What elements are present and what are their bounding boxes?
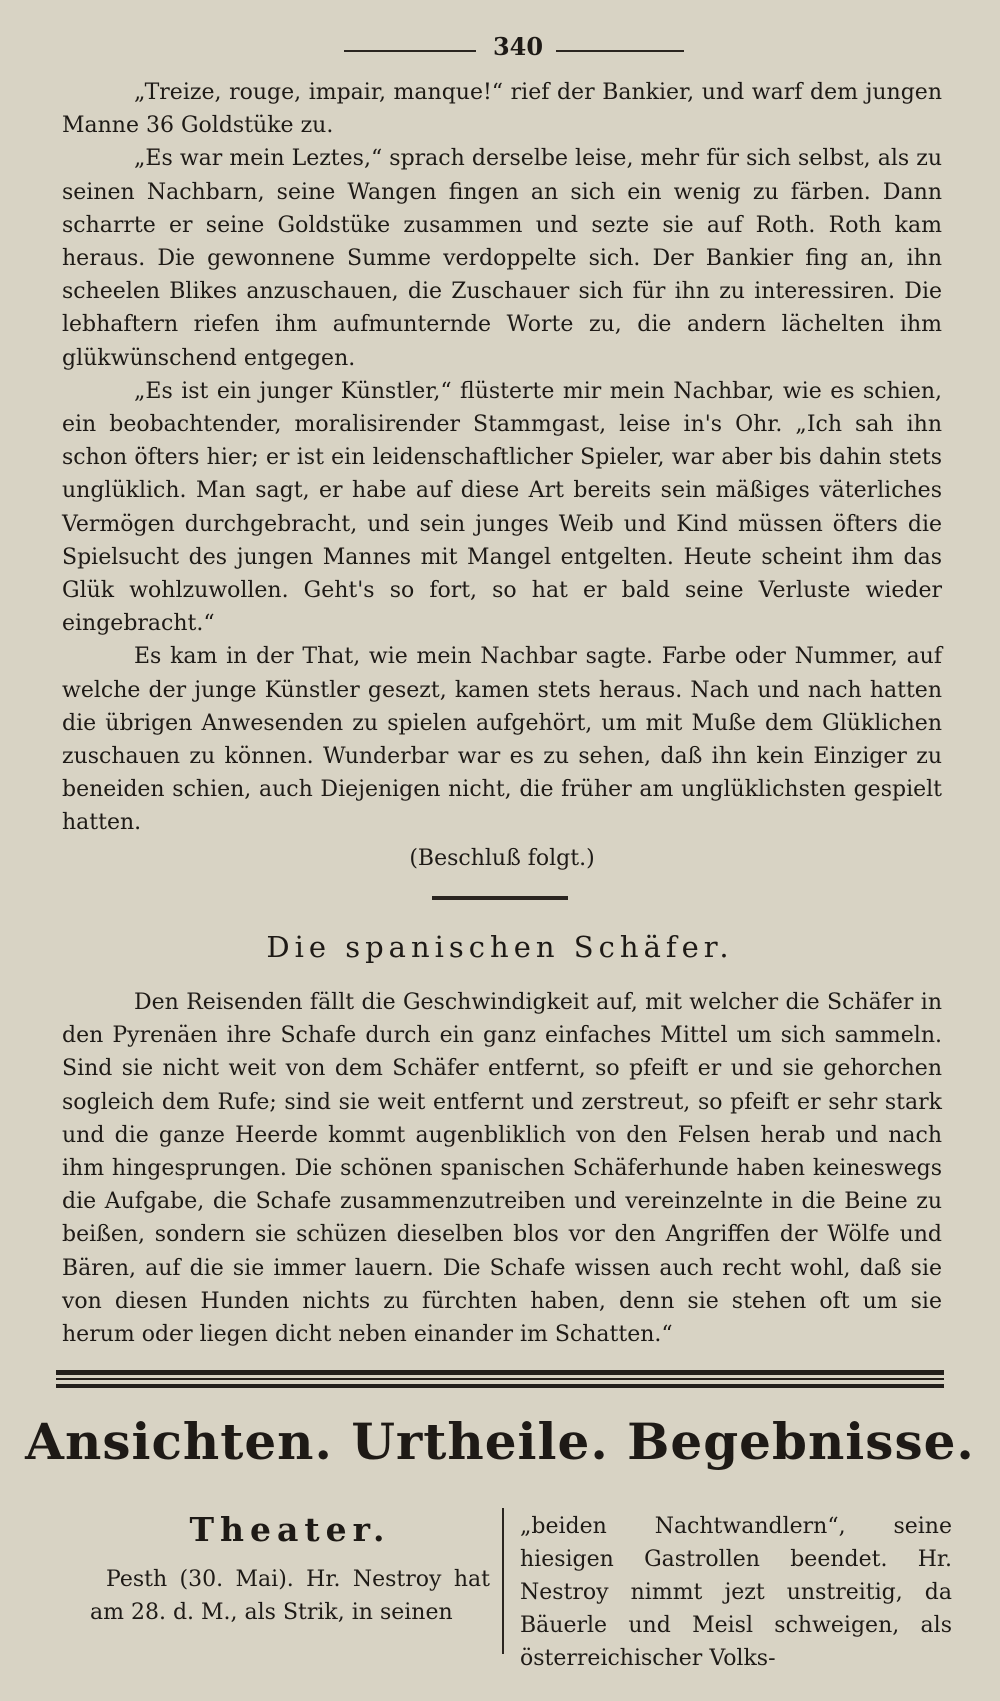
- header-rule-right: [556, 50, 684, 52]
- story-paragraph-4: Es kam in der That, wie mein Nachbar sagte. Farbe oder Nummer, auf welche der junge Künstler gesezt, kamen stets heraus. Nach und nach hatten die übrigen Anwesenden zu spielen aufgehört, um mit Muße dem Glüklichen zuschauen zu können. Wunderbar war es zu sehen, daß ihn kein Einziger zu beneiden schien, auch Diejenigen nicht, die früher am unglüklichsten gespielt hatten.: [62, 644, 942, 836]
- article-body: Den Reisenden fällt die Geschwindigkeit auf, mit welcher die Schäfer in den Pyrenäen ihre Schafe durch ein ganz einfaches Mittel um sich sammeln. Sind sie nicht weit von dem Schäfer entfernt, so pfeift er und sie gehorchen sogleich dem Rufe; sind sie weit entfernt und zerstreut, so pfeift er sehr stark und die ganze Heerde kommt augenbliklich von den Felsen herab und nach ihm hingesprungen. Die schönen spanischen Schäferhunde haben keineswegs die Aufgabe, die Schafe zusammenzutreiben und vereinzelnte in die Beine zu beißen, sondern sie schüzen dieselben blos vor den Angriffen der Wölfe und Bären, auf die sie immer lauern. Die Schafe wissen auch recht wohl, daß sie von diesen Hunden nichts zu fürchten haben, denn sie stehen oft um sie herum oder liegen dicht neben einander im Schatten.“: [62, 990, 942, 1348]
- masthead-rule-middle: [56, 1378, 944, 1380]
- story-paragraph-2: „Es war mein Leztes,“ sprach derselbe leise, mehr für sich selbst, als zu seinen Nachbarn, seine Wangen fingen an sich ein wenig zu färben. Dann scharrte er seine Goldstüke zusammen und sezte sie auf Roth. Roth kam heraus. Die gewonnene Summe verdoppelte sich. Der Bankier fing an, ihn scheelen Blikes anzuschauen, die Zuschauer sich für ihn zu interessiren. Die lebhaftern riefen ihm aufmunternde Worte zu, die andern lächelten ihm glükwünschend entgegen.: [62, 146, 942, 371]
- story-paragraph-1: „Treize, rouge, impair, manque!“ rief der Bankier, und warf dem jungen Manne 36 Goldstüke zu.: [62, 80, 942, 139]
- theater-text-right: „beiden Nachtwandlern“, seine hiesigen Gastrollen beendet. Hr. Nestroy nimmt jezt unstreitig, da Bäuerle und Meisl schweigen, als österreichischer Volks-: [520, 1514, 952, 1671]
- masthead-rule-bottom: [56, 1384, 944, 1388]
- page-number: 340: [492, 32, 544, 61]
- theater-text-left: Pesth (30. Mai). Hr. Nestroy hat am 28. d. M., als Strik, in seinen: [90, 1567, 490, 1625]
- article-title: Die spanischen Schäfer.: [266, 930, 734, 964]
- section-masthead: Ansichten. Urtheile. Begebnisse.: [25, 1412, 975, 1471]
- page-header: [0, 32, 1000, 62]
- column-divider: [502, 1508, 504, 1654]
- theater-heading: Theater.: [189, 1510, 391, 1549]
- masthead-rule-top: [56, 1370, 944, 1375]
- section-separator: [432, 896, 568, 900]
- left-column: [90, 1510, 490, 1629]
- story-continuation: [62, 76, 942, 875]
- to-be-continued-note: (Beschluß folgt.): [409, 845, 595, 871]
- right-column: [520, 1510, 952, 1675]
- story-paragraph-3: „Es ist ein junger Künstler,“ flüsterte mir mein Nachbar, wie es schien, ein beobachtender, moralisirender Stammgast, leise in's Ohr. „Ich sah ihn schon öfters hier; er ist ein leidenschaftlicher Spieler, war aber bis dahin stets unglüklich. Man sagt, er habe auf diese Art bereits sein mäßiges väterliches Vermögen durchgebracht, und sein junges Weib und Kind müssen öfters die Spielsucht des jungen Mannes mit Mangel entgelten. Heute scheint ihm das Glük wohlzuwollen. Geht's so fort, so hat er bald seine Verluste wieder eingebracht.“: [62, 378, 942, 637]
- header-rule-left: [344, 50, 476, 52]
- article-body-block: [62, 986, 942, 1351]
